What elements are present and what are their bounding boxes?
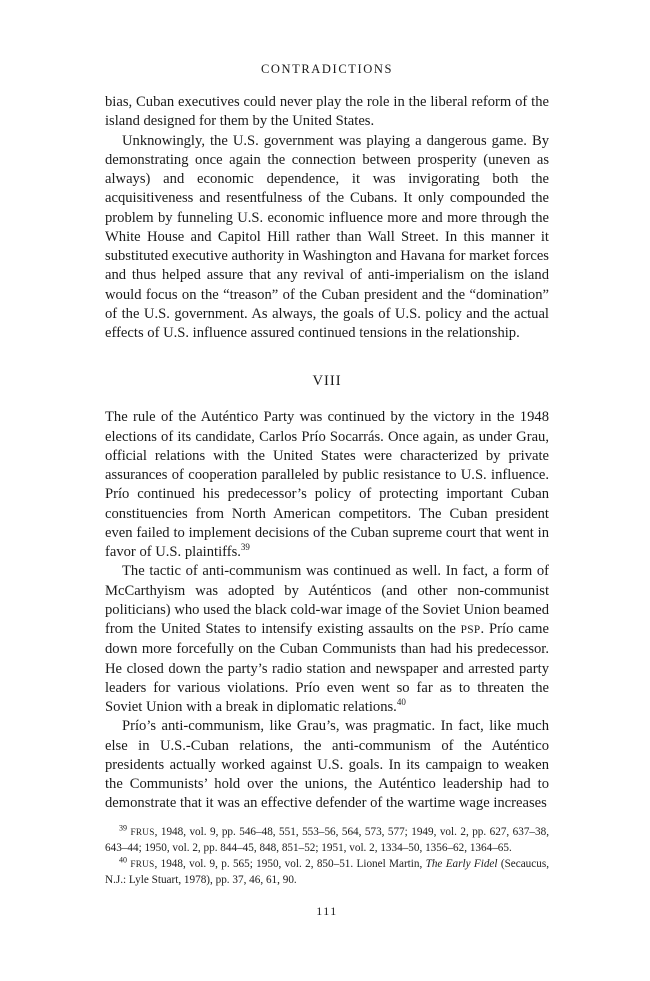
paragraph-dangerous-game: Unknowingly, the U.S. government was playing a dangerous game. By demonstrating once again the connection between prosperity (uneven as always) and economic dependence, it was invigorating both the acquisitiveness and resentfulness of the Cubans. It only compounded the problem by funneling U.S. economic influence more and more through the White House and Capitol Hill rather than Wall Street. In this manner it substituted executive authority in Washington and Havana for market forces and thus helped assure that any revival of anti-imperialism on the island would focus on the “treason” of the Cuban president and the “domination” of the U.S. government. As always, the goals of U.S. policy and the actual effects of U.S. influence assured continued tensions in the relationship. [105, 132, 549, 341]
footnote-number: 39 [119, 822, 127, 832]
footnote-source: FRUS [130, 858, 155, 869]
footnote-book-title: The Early Fidel [425, 857, 498, 870]
footnote-text: (Secaucus, N.J.: Lyle Stuart, 1978), pp. 37, 46, 61, 90. [105, 857, 549, 886]
footnote-40 [105, 856, 549, 888]
paragraph-autentico-rule-text: The rule of the Auténtico Party was continued by the victory in the 1948 elections of its candidate, Carlos Prío Socarrás. Once again, as under Grau, official relations with the United States were characterized by private assurances of cooperation paralleled by public resistance to U.S. influence. Prío continued his predecessor’s policy of protecting important Cuban constituencies from North American competitors. The Cuban president even failed to implement decisions of the Cuban supreme court that went in favor of U.S. plaintiffs. [105, 409, 549, 560]
paragraph-anti-communism [105, 562, 549, 717]
paragraph-pragmatic: Prío’s anti-communism, like Grau’s, was pragmatic. In fact, like much else in U.S.-Cuban relations, the anti-communism of the Auténtico presidents actually worked against U.S. goals. In its campaign to weaken the Communists’ hold over the unions, the Auténtico leadership had to demonstrate that it was an effective defender of the wartime wage increases [105, 718, 549, 812]
footnote-source: FRUS [130, 826, 155, 837]
psp-abbreviation: PSP [460, 624, 481, 636]
book-page [105, 62, 549, 919]
footnote-number: 40 [119, 854, 127, 864]
footnote-text: , 1948, vol. 9, p. 565; 1950, vol. 2, 850–51. Lionel Martin, [154, 857, 426, 870]
paragraph-anti-communism-text-b: . Prío came down more forcefully on the Cuban Communists than had his predecessor. He closed down the party’s radio station and newspaper and arrested party leaders for various violations. Prío even went so far as to threaten the Soviet Union with a break in diplomatic relations. [105, 621, 549, 715]
footnote-text: , 1948, vol. 9, pp. 546–48, 551, 553–56, 564, 573, 577; 1949, vol. 2, pp. 627, 637–38, 643–44; 1950, vol. 2, pp. 844–45, 848, 851–52; 1951, vol. 2, 1334–50, 1356–62, 1364–65. [105, 825, 550, 854]
page-number: 111 [316, 903, 338, 918]
running-head: CONTRADICTIONS [260, 62, 394, 76]
footnote-ref-39[interactable]: 39 [240, 542, 250, 553]
paragraph-continued: bias, Cuban executives could never play the role in the liberal reform of the island designed for them by the United States. [105, 94, 549, 130]
section-heading: VIII [312, 373, 342, 390]
footnote-39 [105, 824, 549, 856]
footnote-ref-40[interactable]: 40 [396, 697, 406, 708]
footnotes [105, 824, 549, 888]
paragraph-autentico-rule [105, 408, 549, 562]
paragraph-anti-communism-text-a: The tactic of anti-communism was continued as well. In fact, a form of McCarthyism was adopted by Auténticos (and other non-communist politicians) who used the black cold-war image of the Soviet Union beamed from the United States to intensify existing assaults on the [105, 563, 549, 637]
